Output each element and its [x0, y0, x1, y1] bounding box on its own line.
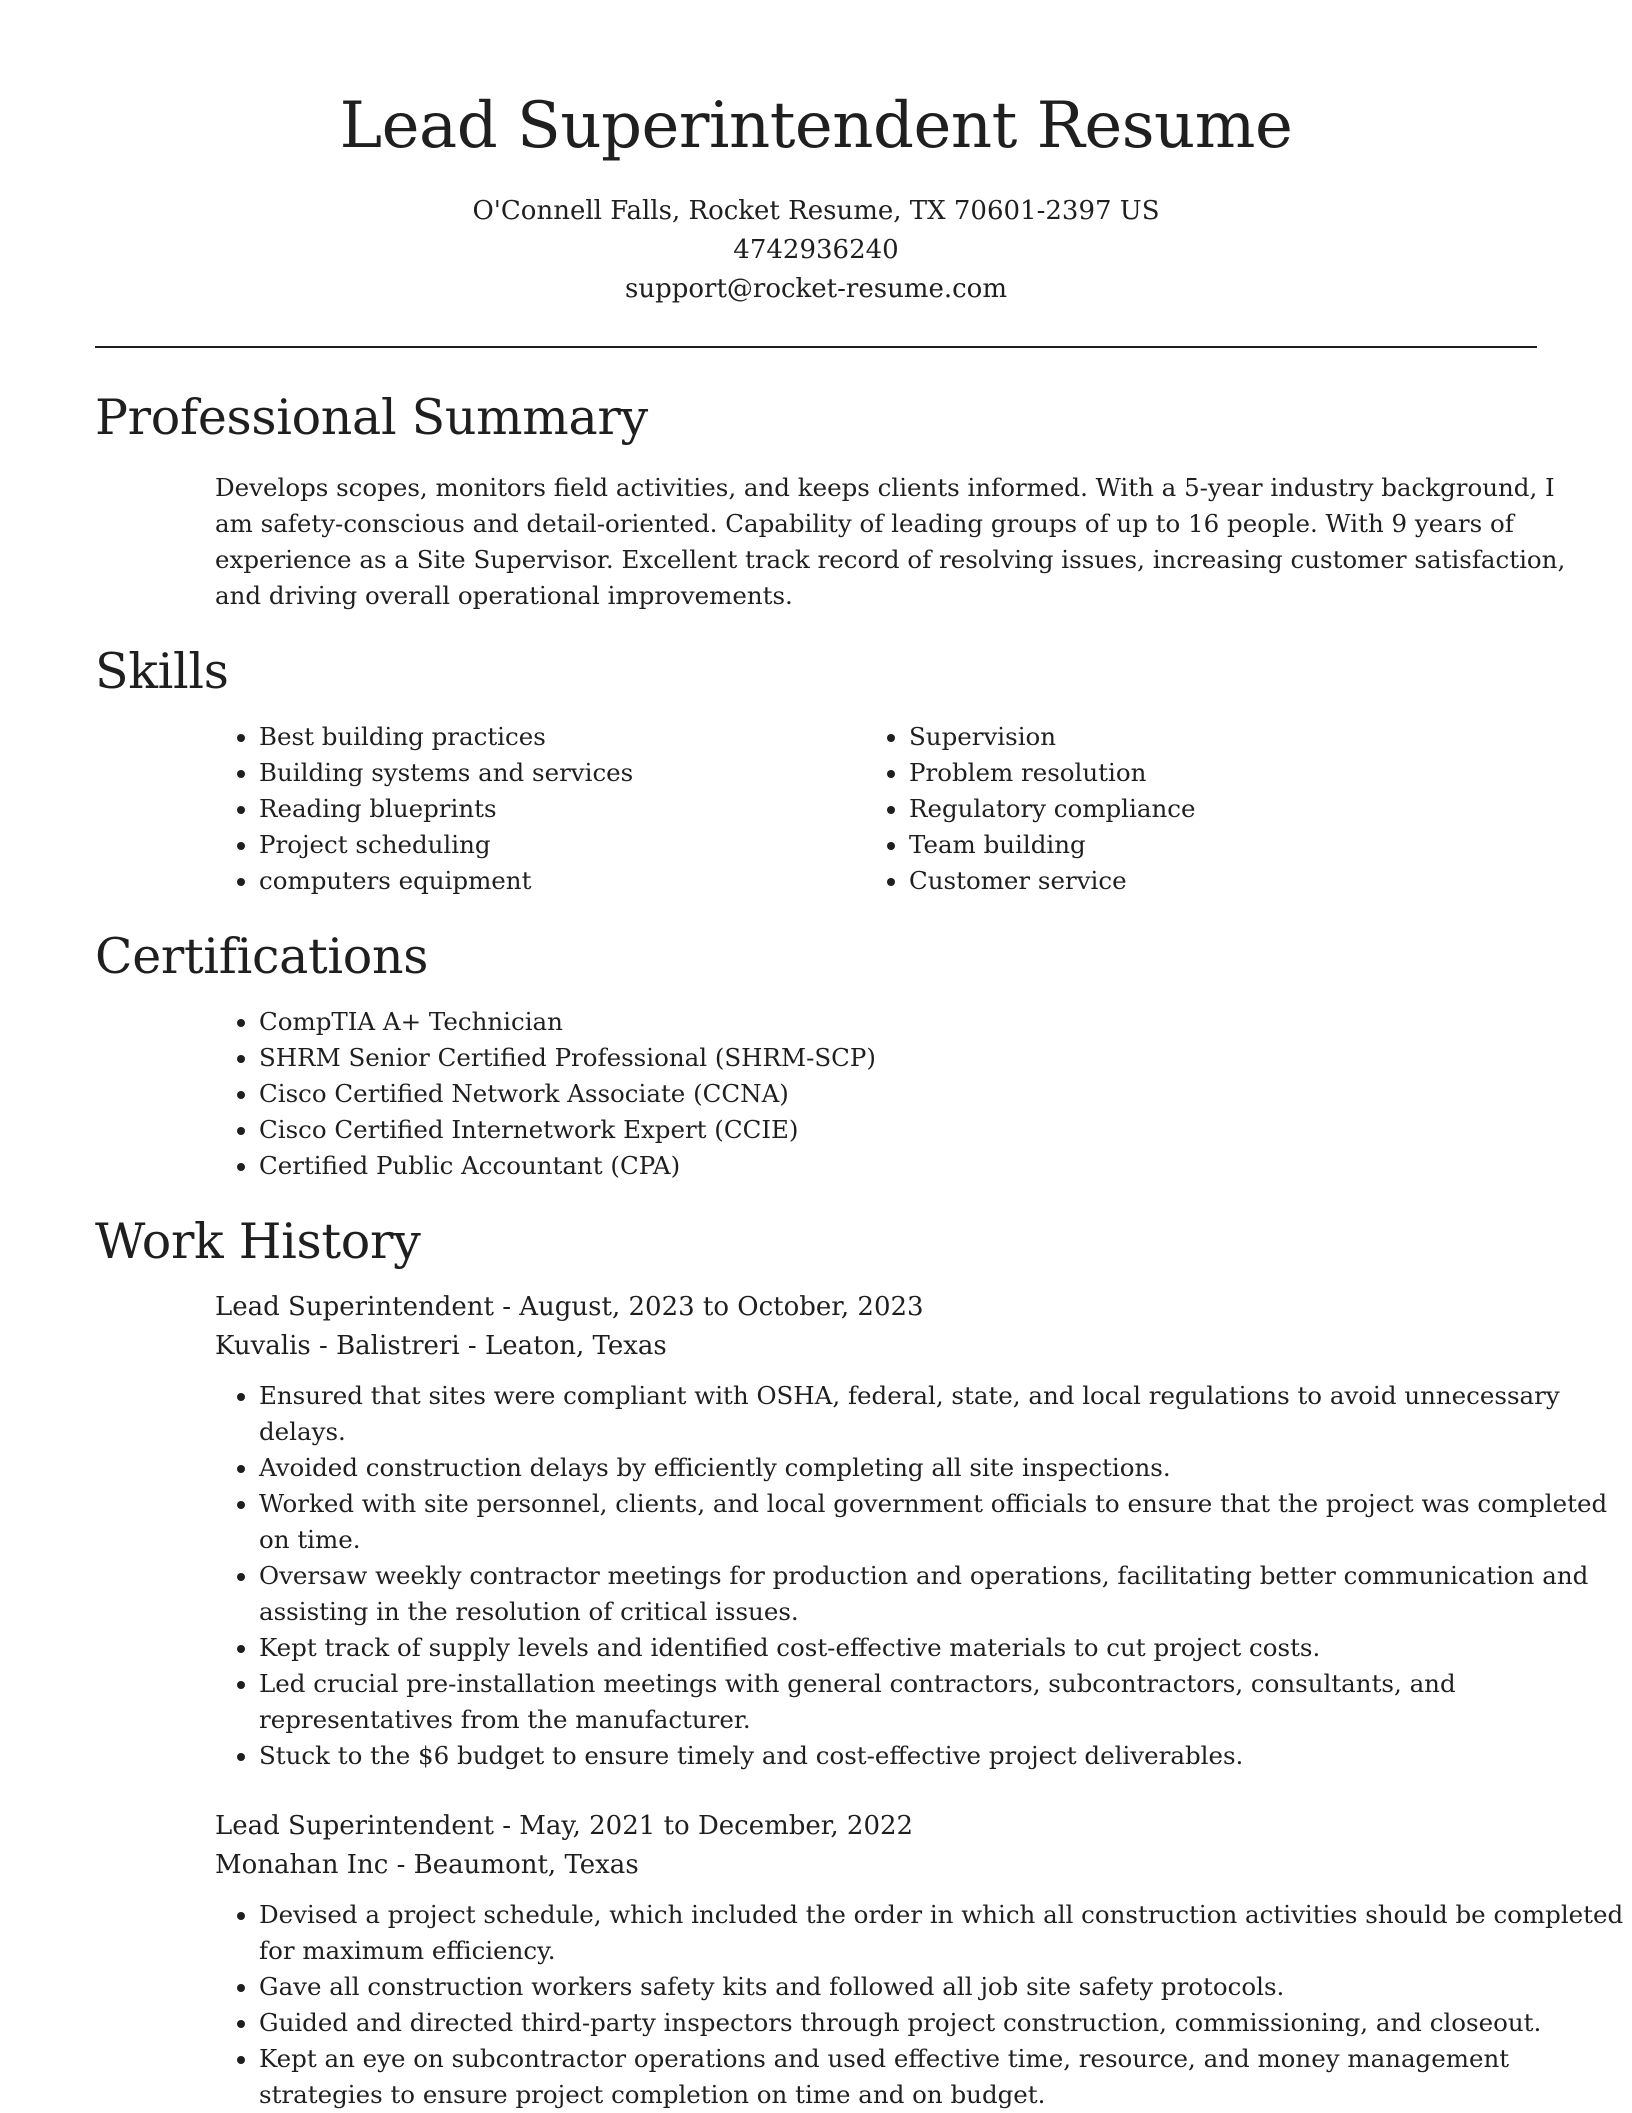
- skill-item: • Regulatory compliance: [909, 791, 1515, 827]
- certification-item: • SHRM Senior Certified Professional (SHRM-SCP): [259, 1040, 1537, 1076]
- skills-column-right: [865, 719, 1515, 899]
- job-company-location: Kuvalis - Balistreri - Leaton, Texas: [215, 1331, 667, 1361]
- skill-item: • Project scheduling: [259, 827, 865, 863]
- certifications-section: [95, 925, 1537, 1184]
- certifications-wrap: [215, 1004, 1537, 1184]
- contact-info: [95, 192, 1537, 309]
- skills-list-right: [865, 719, 1515, 899]
- job-bullet: • Kept track of supply levels and identified cost-effective materials to cut project costs.: [259, 1630, 1632, 1666]
- job-bullet: • Kept an eye on subcontractor operations and used effective time, resource, and money management strategies to ensure project completion on time and on budget.: [259, 2041, 1632, 2113]
- job-company-location: Monahan Inc - Beaumont, Texas: [215, 1850, 639, 1880]
- skills-column-left: [215, 719, 865, 899]
- skills-heading: Skills: [95, 643, 229, 700]
- contact-address: O'Connell Falls, Rocket Resume, TX 70601-2397 US: [472, 196, 1160, 226]
- job-bullet: • Ensured that sites were compliant with OSHA, federal, state, and local regulations to avoid unnecessary delays.: [259, 1378, 1632, 1450]
- contact-phone: 4742936240: [733, 235, 899, 265]
- summary-section: [95, 386, 1566, 614]
- skills-section: [95, 640, 1537, 899]
- skills-list-left: [215, 719, 865, 899]
- page-title: Lead Superintendent Resume: [339, 89, 1293, 163]
- header-divider: [95, 346, 1537, 348]
- job-entry: [215, 1288, 1608, 1774]
- job-bullets-wrap: [215, 1897, 1632, 2113]
- job-bullet: • Oversaw weekly contractor meetings for production and operations, facilitating better communication and assisting in the resolution of critical issues.: [259, 1558, 1632, 1630]
- job-bullet: • Led crucial pre-installation meetings with general contractors, subcontractors, consultants, and representatives from the manufacturer.: [259, 1666, 1632, 1738]
- skill-item: • computers equipment: [259, 863, 865, 899]
- job-bullet: • Guided and directed third-party inspectors through project construction, commissioning, and closeout.: [259, 2005, 1632, 2041]
- job-title-dates: Lead Superintendent - August, 2023 to October, 2023: [215, 1292, 924, 1322]
- job-bullet: • Stuck to the $6 budget to ensure timely and cost-effective project deliverables.: [259, 1738, 1632, 1774]
- skill-item: • Customer service: [909, 863, 1515, 899]
- summary-text: Develops scopes, monitors field activities, and keeps clients informed. With a 5-year industry background, I am safety-conscious and detail-oriented. Capability of leading groups of up to 16 people. With 9 years of experience as a Site Supervisor. Excellent track record of resolving issues, increasing customer satisfaction, and driving overall operational improvements.: [215, 473, 1566, 610]
- job-bullet: • Worked with site personnel, clients, and local government officials to ensure that the project was completed on time.: [259, 1486, 1632, 1558]
- work-history-heading: Work History: [95, 1213, 421, 1270]
- resume-header: [95, 0, 1537, 309]
- skill-item: • Reading blueprints: [259, 791, 865, 827]
- job-title-dates: Lead Superintendent - May, 2021 to December, 2022: [215, 1811, 914, 1841]
- certifications-heading: Certifications: [95, 928, 429, 985]
- certification-item: • Cisco Certified Internetwork Expert (CCIE): [259, 1112, 1537, 1148]
- job-entry: [215, 1807, 1624, 2113]
- summary-heading: Professional Summary: [95, 389, 648, 446]
- skill-item: • Building systems and services: [259, 755, 865, 791]
- certifications-list: [215, 1004, 1537, 1184]
- work-history-section: [95, 1210, 1624, 2113]
- skill-item: • Team building: [909, 827, 1515, 863]
- certification-item: • Cisco Certified Network Associate (CCNA): [259, 1076, 1537, 1112]
- job-bullet: • Devised a project schedule, which included the order in which all construction activities should be completed for maximum efficiency.: [259, 1897, 1632, 1969]
- job-bullet: • Gave all construction workers safety kits and followed all job site safety protocols.: [259, 1969, 1632, 2005]
- contact-email: support@rocket-resume.com: [624, 274, 1007, 304]
- skill-item: • Supervision: [909, 719, 1515, 755]
- job-bullets-wrap: [215, 1378, 1632, 1774]
- skill-item: • Problem resolution: [909, 755, 1515, 791]
- job-bullet-list: [215, 1378, 1632, 1774]
- skills-grid: [215, 719, 1537, 899]
- certification-item: • Certified Public Accountant (CPA): [259, 1148, 1537, 1184]
- certification-item: • CompTIA A+ Technician: [259, 1004, 1537, 1040]
- skill-item: • Best building practices: [259, 719, 865, 755]
- job-bullet: • Avoided construction delays by efficiently completing all site inspections.: [259, 1450, 1632, 1486]
- job-bullet-list: [215, 1897, 1632, 2113]
